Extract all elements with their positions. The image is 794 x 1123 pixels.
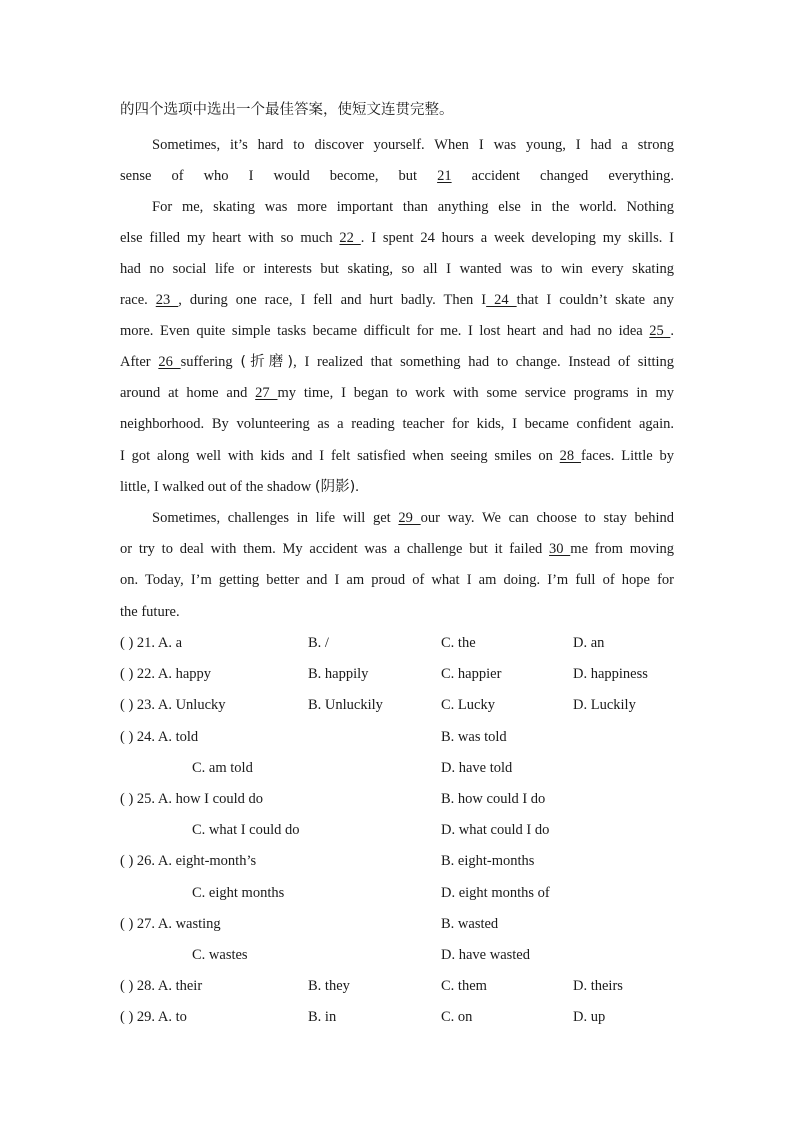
passage-text: For me, skating was more important than anything else in the world. Nothing bbox=[152, 199, 674, 215]
passage-line bbox=[120, 321, 674, 341]
passage-line bbox=[120, 414, 674, 434]
passage-text: little, I walked out of the shadow bbox=[120, 479, 315, 495]
option-c: C. the bbox=[441, 635, 476, 651]
answer-blank: 30 bbox=[549, 541, 571, 557]
passage-text: on. Today, I’m getting better and I am proud of what I am doing. I’m full of hope for bbox=[120, 572, 674, 588]
option-d: D. have wasted bbox=[441, 947, 530, 963]
question-stem: ( ) 24. A. told bbox=[120, 728, 199, 745]
passage-text: our way. We can choose to stay behind bbox=[420, 510, 674, 526]
option-b: B. eight-months bbox=[441, 853, 535, 870]
answer-blank: 27 bbox=[255, 385, 278, 401]
passage-line bbox=[152, 508, 674, 528]
passage-text: suffering bbox=[180, 354, 241, 370]
option-c: C. on bbox=[441, 1009, 473, 1026]
option-b: B. happily bbox=[308, 666, 369, 683]
option-c: C. happier bbox=[441, 666, 502, 683]
option-d: D. eight months of bbox=[441, 884, 550, 901]
option-d: D. an bbox=[573, 635, 605, 651]
answer-blank: 29 bbox=[398, 510, 421, 526]
option-d: D. what could I do bbox=[441, 822, 550, 839]
passage-text: . bbox=[670, 323, 674, 339]
question-stem: ( ) 21. A. a bbox=[120, 635, 183, 651]
passage-text: more. Even quite simple tasks became difficult for me. I lost heart and had no idea bbox=[120, 323, 650, 339]
answer-blank: 25 bbox=[649, 323, 671, 339]
passage-text: Sometimes, it’s hard to discover yourself. When I was young, I had a strong bbox=[152, 137, 674, 153]
passage-text: , during one race, I fell and hurt badly. Then I bbox=[178, 292, 487, 308]
passage-text: . I spent 24 hours a week developing my skills. I bbox=[360, 230, 675, 246]
passage-text: around at home and bbox=[120, 385, 256, 401]
passage-line bbox=[120, 166, 674, 186]
passage-line bbox=[120, 570, 674, 590]
option-d: D. theirs bbox=[573, 978, 623, 995]
passage-text: Sometimes, challenges in life will get bbox=[152, 510, 399, 526]
passage-text: I got along well with kids and I felt satisfied when seeing smiles on bbox=[120, 448, 560, 464]
answer-blank: 23 bbox=[155, 292, 179, 308]
question-stem: ( ) 22. A. happy bbox=[120, 666, 212, 683]
question-stem: ( ) 25. A. how I could do bbox=[120, 791, 263, 807]
passage-line bbox=[120, 602, 674, 622]
question-stem: ( ) 23. A. Unlucky bbox=[120, 697, 226, 714]
passage-line bbox=[152, 197, 674, 217]
passage-text: After bbox=[120, 354, 159, 370]
option-b: B. was told bbox=[441, 728, 507, 745]
passage-text: me from moving bbox=[570, 541, 674, 557]
option-c: C. them bbox=[441, 978, 487, 995]
passage-text: . bbox=[355, 479, 359, 495]
chinese-gloss: (折磨) bbox=[240, 354, 294, 370]
passage-text: , I realized that something had to change. Instead of sitting bbox=[293, 354, 675, 370]
option-b: B. / bbox=[308, 635, 329, 651]
answer-blank: 28 bbox=[559, 448, 582, 464]
passage-text: or try to deal with them. My accident was a challenge but it failed bbox=[120, 541, 550, 557]
answer-blank: 21 bbox=[437, 168, 452, 184]
question-stem: ( ) 26. A. eight-month’s bbox=[120, 853, 257, 870]
option-d: D. Luckily bbox=[573, 697, 636, 714]
passage-line bbox=[120, 446, 674, 466]
passage-line bbox=[120, 290, 674, 310]
passage-text: the future. bbox=[120, 604, 180, 620]
passage-text: had no social life or interests but skating, so all I wanted was to win every skating bbox=[120, 261, 674, 277]
answer-blank: 26 bbox=[158, 354, 181, 370]
passage-text: my time, I began to work with some service programs in my bbox=[277, 385, 675, 401]
answer-blank: 22 bbox=[339, 230, 361, 246]
instruction-text: 的四个选项中选出一个最佳答案，使短文连贯完整。 bbox=[120, 102, 454, 118]
passage-text: accident changed everything. bbox=[451, 168, 674, 184]
question-stem: ( ) 28. A. their bbox=[120, 978, 203, 995]
passage-line bbox=[120, 228, 674, 248]
option-d: D. up bbox=[573, 1009, 606, 1026]
option-c: C. eight months bbox=[192, 884, 285, 901]
option-d: D. happiness bbox=[573, 666, 648, 683]
passage-line bbox=[120, 352, 674, 372]
option-c: C. what I could do bbox=[192, 822, 300, 839]
passage-text: race. bbox=[120, 292, 156, 308]
passage-text: else filled my heart with so much bbox=[120, 230, 340, 246]
passage-text: neighborhood. By volunteering as a reading teacher for kids, I became confident again. bbox=[120, 416, 674, 432]
option-c: C. Lucky bbox=[441, 697, 495, 714]
option-b: B. wasted bbox=[441, 915, 499, 932]
option-c: C. wastes bbox=[192, 947, 248, 963]
passage-text: faces. Little by bbox=[581, 448, 675, 464]
option-d: D. have told bbox=[441, 759, 513, 776]
chinese-gloss: (阴影) bbox=[314, 479, 356, 495]
question-stem: ( ) 29. A. to bbox=[120, 1009, 187, 1026]
option-c: C. am told bbox=[192, 759, 253, 776]
option-b: B. Unluckily bbox=[308, 697, 383, 714]
passage-line bbox=[120, 383, 674, 403]
passage-text: that I couldn’t skate any bbox=[516, 292, 674, 308]
passage-line bbox=[120, 477, 674, 497]
option-b: B. how could I do bbox=[441, 791, 546, 807]
option-b: B. they bbox=[308, 978, 350, 995]
passage-text: sense of who I would become, but bbox=[120, 168, 438, 184]
question-stem: ( ) 27. A. wasting bbox=[120, 915, 221, 932]
passage-line bbox=[120, 259, 674, 279]
answer-blank: 24 bbox=[486, 292, 517, 308]
option-b: B. in bbox=[308, 1009, 337, 1026]
passage-line bbox=[152, 135, 674, 155]
passage-line bbox=[120, 539, 674, 559]
